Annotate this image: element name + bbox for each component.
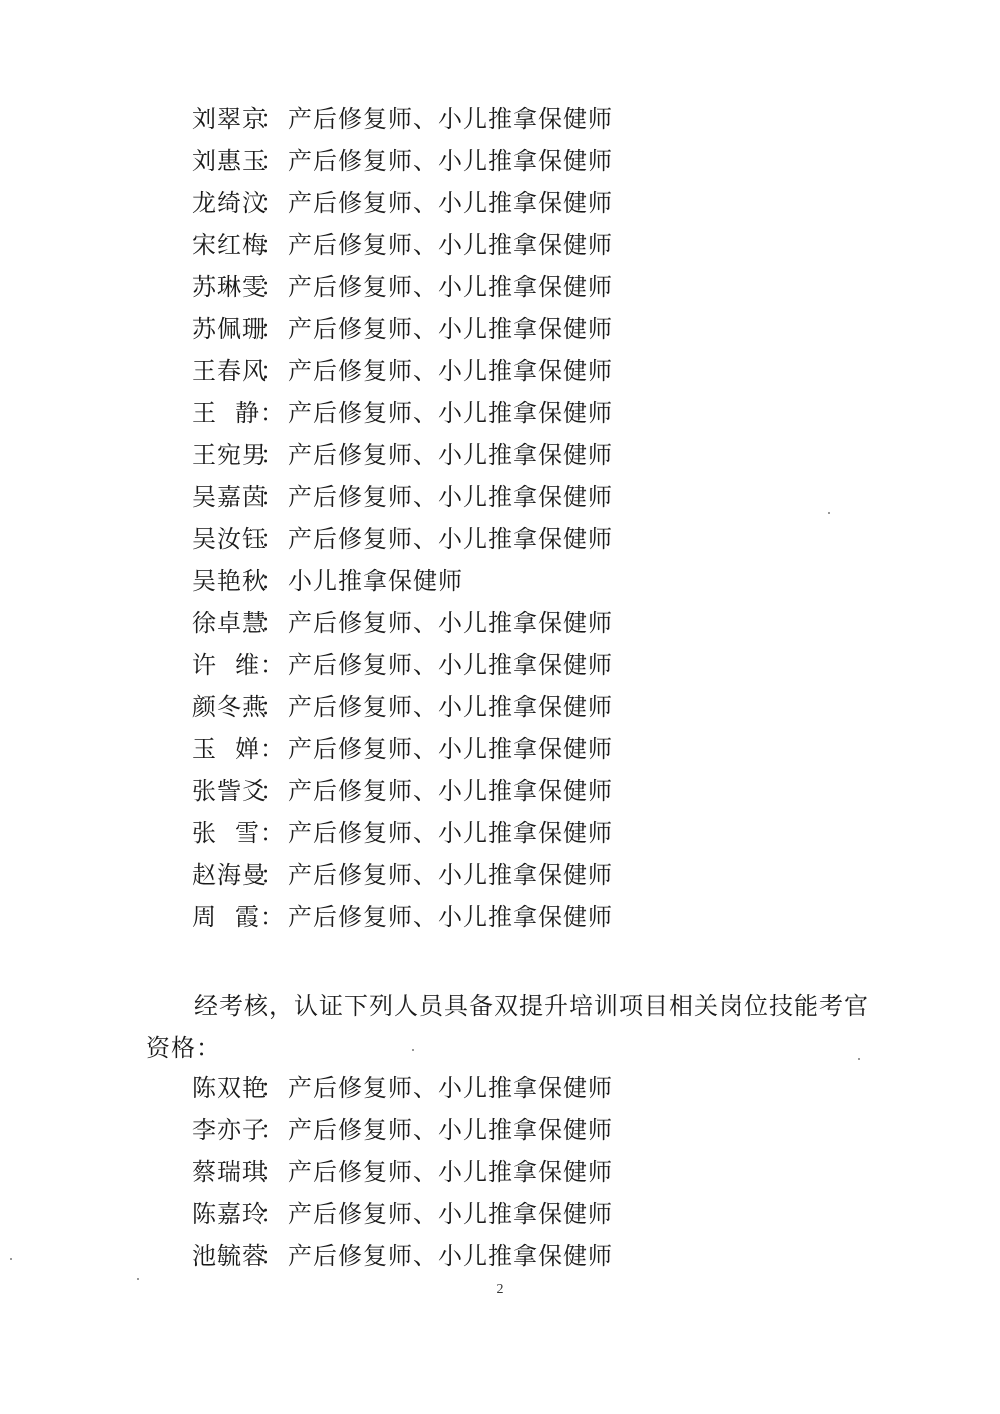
- scan-speck: [137, 1278, 139, 1280]
- colon: ：: [260, 609, 285, 637]
- person-role: 产后修复师、小儿推拿保健师: [288, 315, 613, 343]
- person-role: 产后修复师、小儿推拿保健师: [288, 231, 613, 259]
- roster-row: [192, 392, 792, 434]
- person-name: 许维: [192, 651, 260, 679]
- person-name: 刘翠京: [192, 105, 267, 133]
- colon: ：: [260, 1074, 285, 1102]
- person-name: 颜冬燕: [192, 693, 267, 721]
- person-name: 吴艳秋: [192, 567, 267, 595]
- person-role: 产后修复师、小儿推拿保健师: [288, 903, 613, 931]
- roster-row: [192, 560, 792, 602]
- roster-row: [192, 476, 792, 518]
- person-name: 徐卓慧: [192, 609, 267, 637]
- person-role: 产后修复师、小儿推拿保健师: [288, 147, 613, 175]
- colon: ：: [260, 819, 285, 847]
- person-role: 产后修复师、小儿推拿保健师: [288, 441, 613, 469]
- person-role: 产后修复师、小儿推拿保健师: [288, 693, 613, 721]
- person-role: 产后修复师、小儿推拿保健师: [288, 105, 613, 133]
- examiner-qualification-paragraph: 经考核，认证下列人员具备双提升培训项目相关岗位技能考官资格：: [146, 992, 869, 1062]
- roster-row: [192, 1193, 792, 1235]
- colon: ：: [260, 273, 285, 301]
- person-role: 产后修复师、小儿推拿保健师: [288, 525, 613, 553]
- person-role: 产后修复师、小儿推拿保健师: [288, 861, 613, 889]
- person-name: 蔡瑞琪: [192, 1158, 267, 1186]
- colon: ：: [260, 231, 285, 259]
- person-name: 王静: [192, 399, 260, 427]
- colon: ：: [260, 861, 285, 889]
- person-name: 王春风: [192, 357, 267, 385]
- scan-speck: [828, 512, 830, 514]
- colon: ：: [260, 1158, 285, 1186]
- roster-row: [192, 98, 792, 140]
- person-role: 产后修复师、小儿推拿保健师: [288, 357, 613, 385]
- person-role: 产后修复师、小儿推拿保健师: [288, 1200, 613, 1228]
- person-role: 产后修复师、小儿推拿保健师: [288, 651, 613, 679]
- roster-row: [192, 728, 792, 770]
- colon: ：: [260, 483, 285, 511]
- person-name: 刘惠玉: [192, 147, 267, 175]
- colon: ：: [260, 105, 285, 133]
- colon: ：: [260, 441, 285, 469]
- person-name: 玉婵: [192, 735, 260, 763]
- roster-row: [192, 1235, 792, 1277]
- colon: ：: [260, 525, 285, 553]
- roster-row: [192, 518, 792, 560]
- roster-row: [192, 770, 792, 812]
- roster-row: [192, 224, 792, 266]
- roster-list-first: [192, 98, 792, 938]
- colon: ：: [260, 567, 285, 595]
- person-role: 小儿推拿保健师: [288, 567, 463, 595]
- colon: ：: [260, 735, 285, 763]
- colon: ：: [260, 357, 285, 385]
- colon: ：: [260, 147, 285, 175]
- person-name: 吴嘉茵: [192, 483, 267, 511]
- person-role: 产后修复师、小儿推拿保健师: [288, 777, 613, 805]
- person-role: 产后修复师、小儿推拿保健师: [288, 819, 613, 847]
- roster-row: [192, 644, 792, 686]
- person-role: 产后修复师、小儿推拿保健师: [288, 189, 613, 217]
- colon: ：: [260, 189, 285, 217]
- roster-list-examiners: [192, 1067, 792, 1277]
- roster-row: [192, 812, 792, 854]
- colon: ：: [260, 903, 285, 931]
- roster-row: [192, 686, 792, 728]
- roster-row: [192, 140, 792, 182]
- colon: ：: [260, 1200, 285, 1228]
- person-role: 产后修复师、小儿推拿保健师: [288, 483, 613, 511]
- roster-row: [192, 182, 792, 224]
- colon: ：: [260, 315, 285, 343]
- page-number: 2: [496, 1282, 504, 1297]
- roster-row: [192, 896, 792, 938]
- person-role: 产后修复师、小儿推拿保健师: [288, 399, 613, 427]
- colon: ：: [260, 1116, 285, 1144]
- person-name: 王宛男: [192, 441, 267, 469]
- person-role: 产后修复师、小儿推拿保健师: [288, 1242, 613, 1270]
- roster-row: [192, 602, 792, 644]
- person-role: 产后修复师、小儿推拿保健师: [288, 1074, 613, 1102]
- roster-row: [192, 1151, 792, 1193]
- colon: ：: [260, 777, 285, 805]
- person-role: 产后修复师、小儿推拿保健师: [288, 1116, 613, 1144]
- scan-speck: [10, 1258, 12, 1260]
- person-name: 苏琳雯: [192, 273, 267, 301]
- person-name: 陈双艳: [192, 1074, 267, 1102]
- person-name: 周霞: [192, 903, 260, 931]
- roster-row: [192, 1067, 792, 1109]
- colon: ：: [260, 1242, 285, 1270]
- scan-speck: [412, 1049, 414, 1051]
- roster-row: [192, 308, 792, 350]
- person-name: 张雪: [192, 819, 260, 847]
- colon: ：: [260, 399, 285, 427]
- person-role: 产后修复师、小儿推拿保健师: [288, 609, 613, 637]
- person-name: 陈嘉玲: [192, 1200, 267, 1228]
- person-name: 龙绮汶: [192, 189, 267, 217]
- person-name: 张訾爻: [192, 777, 267, 805]
- roster-row: [192, 434, 792, 476]
- person-name: 李亦子: [192, 1116, 267, 1144]
- roster-row: [192, 266, 792, 308]
- roster-row: [192, 350, 792, 392]
- colon: ：: [260, 693, 285, 721]
- scan-speck: [858, 1058, 860, 1060]
- colon: ：: [260, 651, 285, 679]
- person-name: 苏佩珊: [192, 315, 267, 343]
- person-role: 产后修复师、小儿推拿保健师: [288, 735, 613, 763]
- roster-row: [192, 1109, 792, 1151]
- person-name: 赵海曼: [192, 861, 267, 889]
- person-name: 宋红梅: [192, 231, 267, 259]
- person-role: 产后修复师、小儿推拿保健师: [288, 1158, 613, 1186]
- person-name: 吴汝钰: [192, 525, 267, 553]
- person-role: 产后修复师、小儿推拿保健师: [288, 273, 613, 301]
- roster-row: [192, 854, 792, 896]
- person-name: 池毓蓉: [192, 1242, 267, 1270]
